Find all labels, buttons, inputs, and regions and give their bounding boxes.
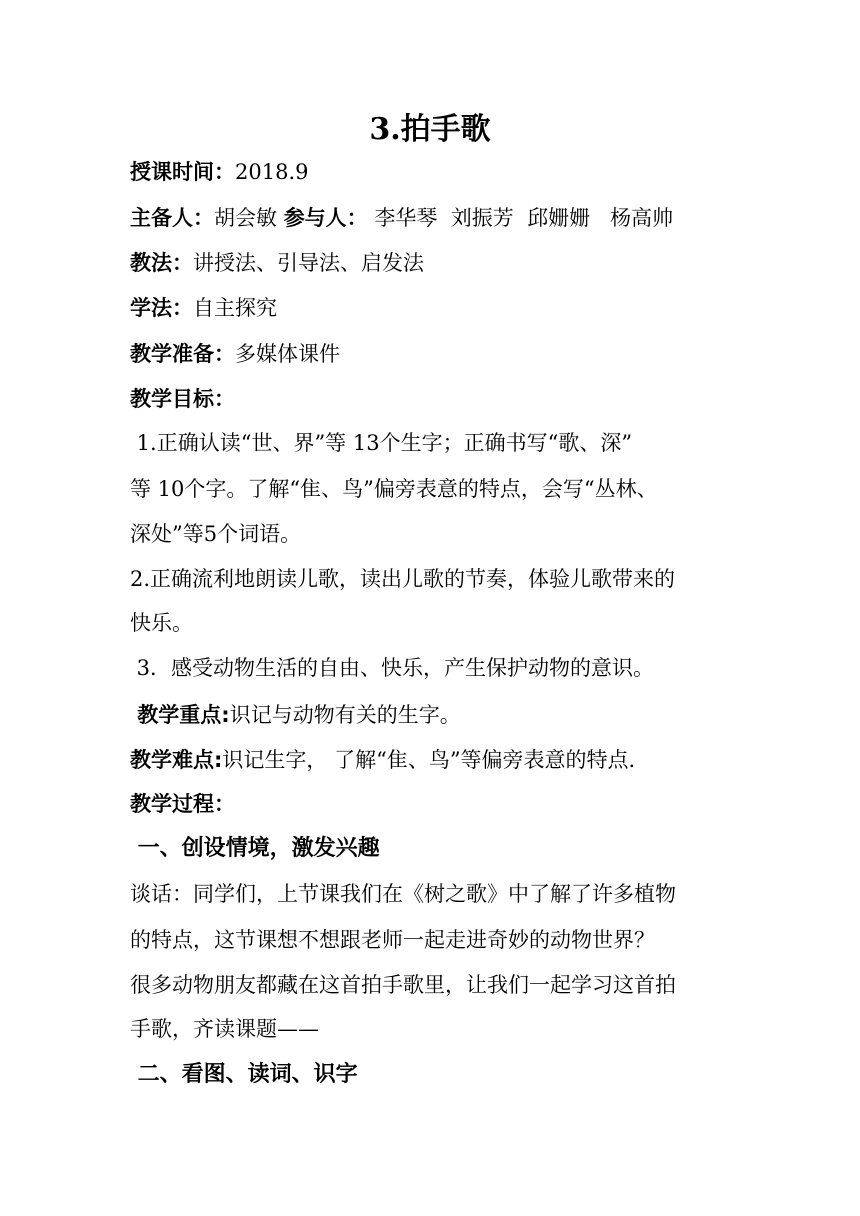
document-title: 3.拍手歌 [369, 112, 491, 147]
key-point-value: 识记与动物有关的生字。 [229, 703, 461, 727]
teaching-method-label: 教法： [130, 251, 193, 275]
preparation-line [130, 339, 340, 369]
section-1-heading: 一、创设情境，激发兴趣 [130, 836, 380, 861]
section-1-para-line-3: 很多动物朋友都藏在这首拍手歌里，让我们一起学习这首拍 [130, 973, 676, 997]
preparers-line [130, 203, 673, 233]
difficulty-value: 识记生字， 了解“隹、鸟”等偏旁表意的特点. [222, 748, 636, 772]
lesson-time-value: 2018.9 [235, 160, 309, 184]
difficulty-label: 教学难点: [130, 748, 223, 772]
goal-1-line-1: 1.正确认读“世、界”等 13个生字；正确书写“歌、深” [130, 431, 633, 455]
lesson-time-label: 授课时间： [130, 160, 235, 184]
key-point-line [130, 700, 461, 730]
goals-heading: 教学目标： [130, 387, 235, 411]
goal-2-line-1: 2.正确流利地朗读儿歌，读出儿歌的节奏，体验儿歌带来的 [130, 567, 676, 591]
preparation-value: 多媒体课件 [235, 342, 340, 366]
lesson-time-line [130, 157, 308, 187]
participants-label: 参与人： [283, 206, 368, 230]
goal-2-line-2: 快乐。 [130, 611, 193, 635]
main-preparer-label: 主备人： [130, 206, 214, 230]
goal-3-line: 3．感受动物生活的自由、快乐，产生保护动物的意识。 [130, 656, 655, 680]
goal-1-line-2: 等 10个字。了解“隹、鸟”偏旁表意的特点，会写“丛林、 [130, 477, 658, 501]
process-heading: 教学过程： [130, 792, 235, 816]
participants-value: 李华琴 刘振芳 邱姗姗 杨高帅 [374, 206, 674, 230]
section-1-para-line-1: 谈话：同学们，上节课我们在《树之歌》中了解了许多植物 [130, 882, 676, 906]
section-1-para-line-2: 的特点，这节课想不想跟老师一起走进奇妙的动物世界？ [130, 928, 655, 952]
preparation-label: 教学准备： [130, 342, 235, 366]
learning-method-label: 学法： [130, 296, 193, 320]
learning-method-value: 自主探究 [193, 296, 277, 320]
section-2-heading: 二、看图、读词、识字 [130, 1062, 358, 1087]
goal-1-line-3: 深处”等5个词语。 [130, 522, 302, 546]
main-preparer-value: 胡会敏 [214, 206, 277, 230]
teaching-method-value: 讲授法、引导法、启发法 [193, 251, 424, 275]
key-point-label: 教学重点: [130, 703, 230, 727]
learning-method-line [130, 293, 277, 323]
teaching-method-line [130, 248, 424, 278]
section-1-para-line-4: 手歌，齐读课题—— [130, 1017, 319, 1041]
difficulty-line [130, 745, 635, 775]
